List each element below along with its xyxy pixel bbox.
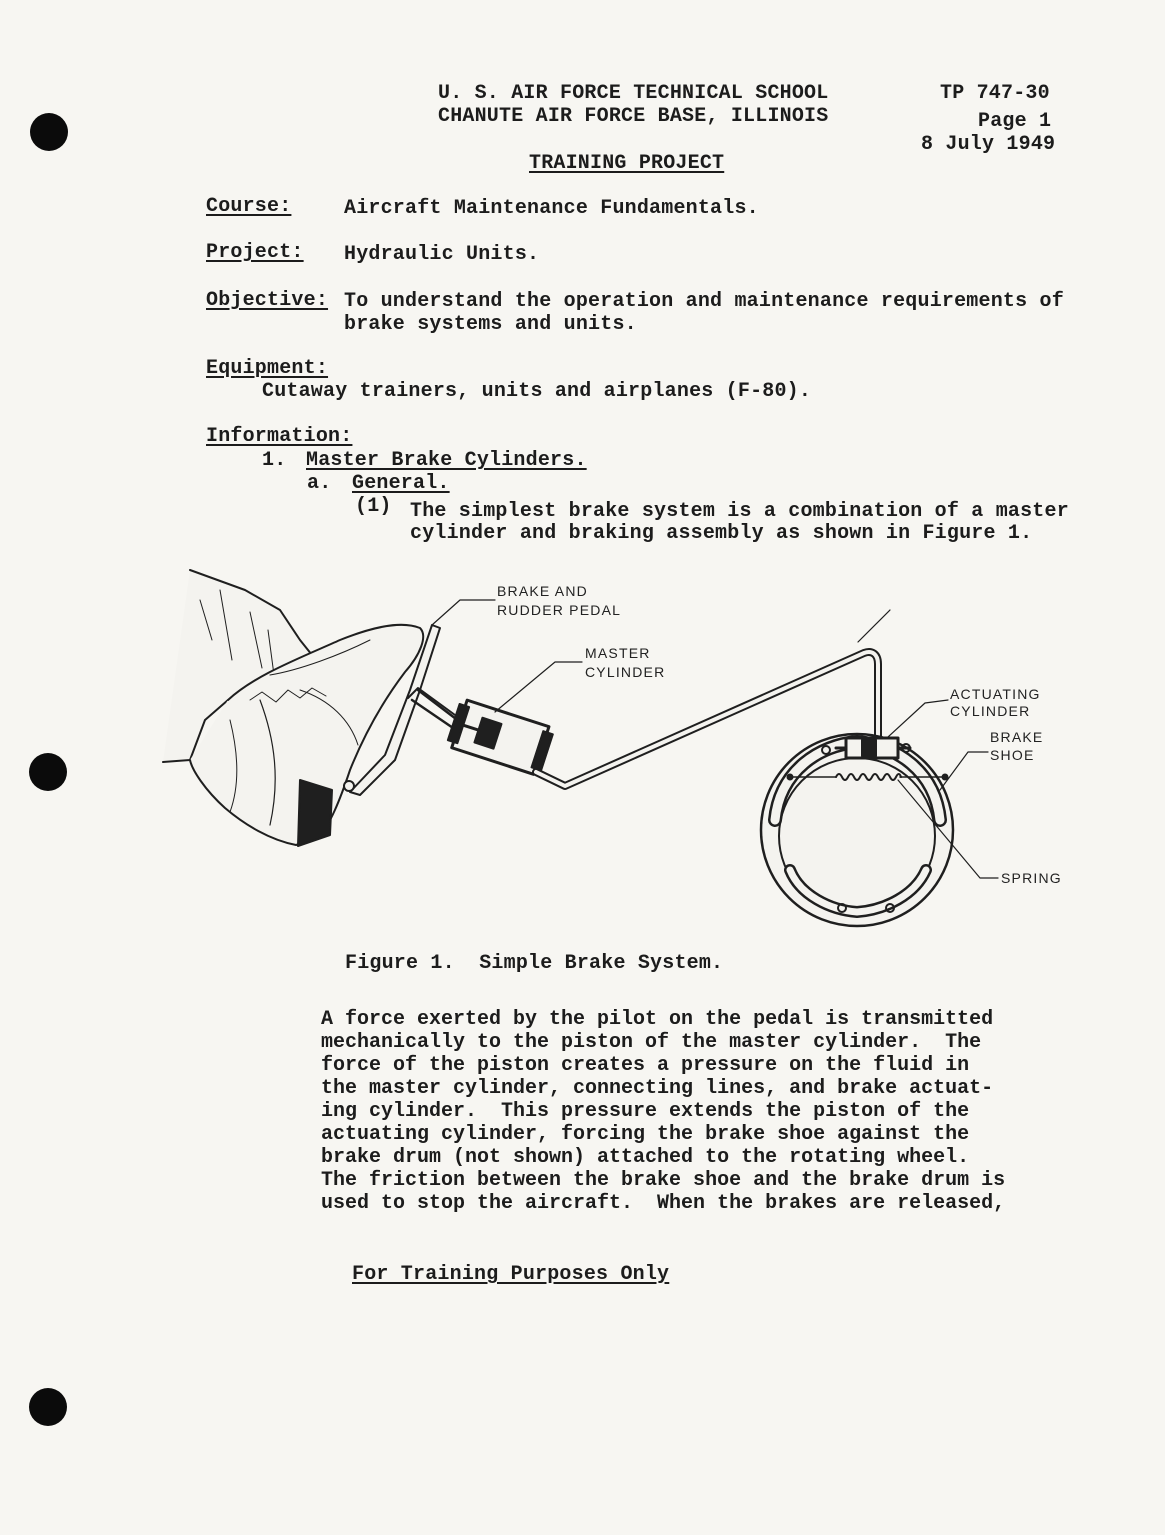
item-1-sub-line-1: The simplest brake system is a combination of a master xyxy=(410,500,1069,523)
label-actuating-cylinder: CYLINDER xyxy=(950,703,1031,719)
body-line: A force exerted by the pilot on the pedal is transmitted xyxy=(321,1008,994,1031)
equipment-value: Cutaway trainers, units and airplanes (F-80). xyxy=(262,380,812,403)
binder-hole-middle xyxy=(29,753,67,791)
item-a-letter: a. xyxy=(307,472,332,495)
header-base: CHANUTE AIR FORCE BASE, ILLINOIS xyxy=(438,105,829,128)
item-a-title: General. xyxy=(352,472,450,495)
label-rudder-pedal: RUDDER PEDAL xyxy=(497,602,622,618)
equipment-label: Equipment: xyxy=(206,357,329,380)
body-line: The friction between the brake shoe and the brake drum is xyxy=(321,1169,1006,1192)
body-line: used to stop the aircraft. When the brakes are released, xyxy=(321,1192,1006,1215)
page-title: TRAINING PROJECT xyxy=(529,152,725,175)
objective-label: Objective: xyxy=(206,289,329,312)
item-1-sub-line-2: cylinder and braking assembly as shown in Figure 1. xyxy=(410,522,1033,545)
page-number: Page 1 xyxy=(978,110,1052,133)
footer-note: For Training Purposes Only xyxy=(352,1263,670,1286)
project-value: Hydraulic Units. xyxy=(344,243,540,266)
figure-caption: Figure 1. Simple Brake System. xyxy=(345,952,724,975)
body-line: the master cylinder, connecting lines, and brake actuat- xyxy=(321,1077,994,1100)
body-line: mechanically to the piston of the master cylinder. The xyxy=(321,1031,982,1054)
label-spring: SPRING xyxy=(1001,870,1062,886)
item-1-sub-number: (1) xyxy=(355,495,392,518)
body-line: actuating cylinder, forcing the brake shoe against the xyxy=(321,1123,970,1146)
label-master: MASTER xyxy=(585,645,651,661)
item-1-title: Master Brake Cylinders. xyxy=(306,449,587,472)
body-line: force of the piston creates a pressure on the fluid in xyxy=(321,1054,970,1077)
body-line: brake drum (not shown) attached to the rotating wheel. xyxy=(321,1146,970,1169)
objective-line-1: To understand the operation and maintenance requirements of xyxy=(344,290,1064,313)
information-label: Information: xyxy=(206,425,353,448)
project-label: Project: xyxy=(206,241,304,264)
binder-hole-top xyxy=(30,113,68,151)
body-line: ing cylinder. This pressure extends the piston of the xyxy=(321,1100,970,1123)
objective-line-2: brake systems and units. xyxy=(344,313,637,336)
label-brake: BRAKE xyxy=(990,729,1044,745)
doc-date: 8 July 1949 xyxy=(921,133,1056,156)
item-1-number: 1. xyxy=(262,449,287,472)
header-school: U. S. AIR FORCE TECHNICAL SCHOOL xyxy=(438,82,829,105)
label-brake-shoe: SHOE xyxy=(990,747,1035,763)
binder-hole-bottom xyxy=(29,1388,67,1426)
course-value: Aircraft Maintenance Fundamentals. xyxy=(344,197,759,220)
label-master-cylinder: CYLINDER xyxy=(585,664,666,680)
label-brake-and: BRAKE AND xyxy=(497,583,588,599)
body-paragraph xyxy=(321,1008,1005,1215)
label-actuating: ACTUATING xyxy=(950,686,1041,702)
doc-id: TP 747-30 xyxy=(940,82,1050,105)
course-label: Course: xyxy=(206,195,292,218)
